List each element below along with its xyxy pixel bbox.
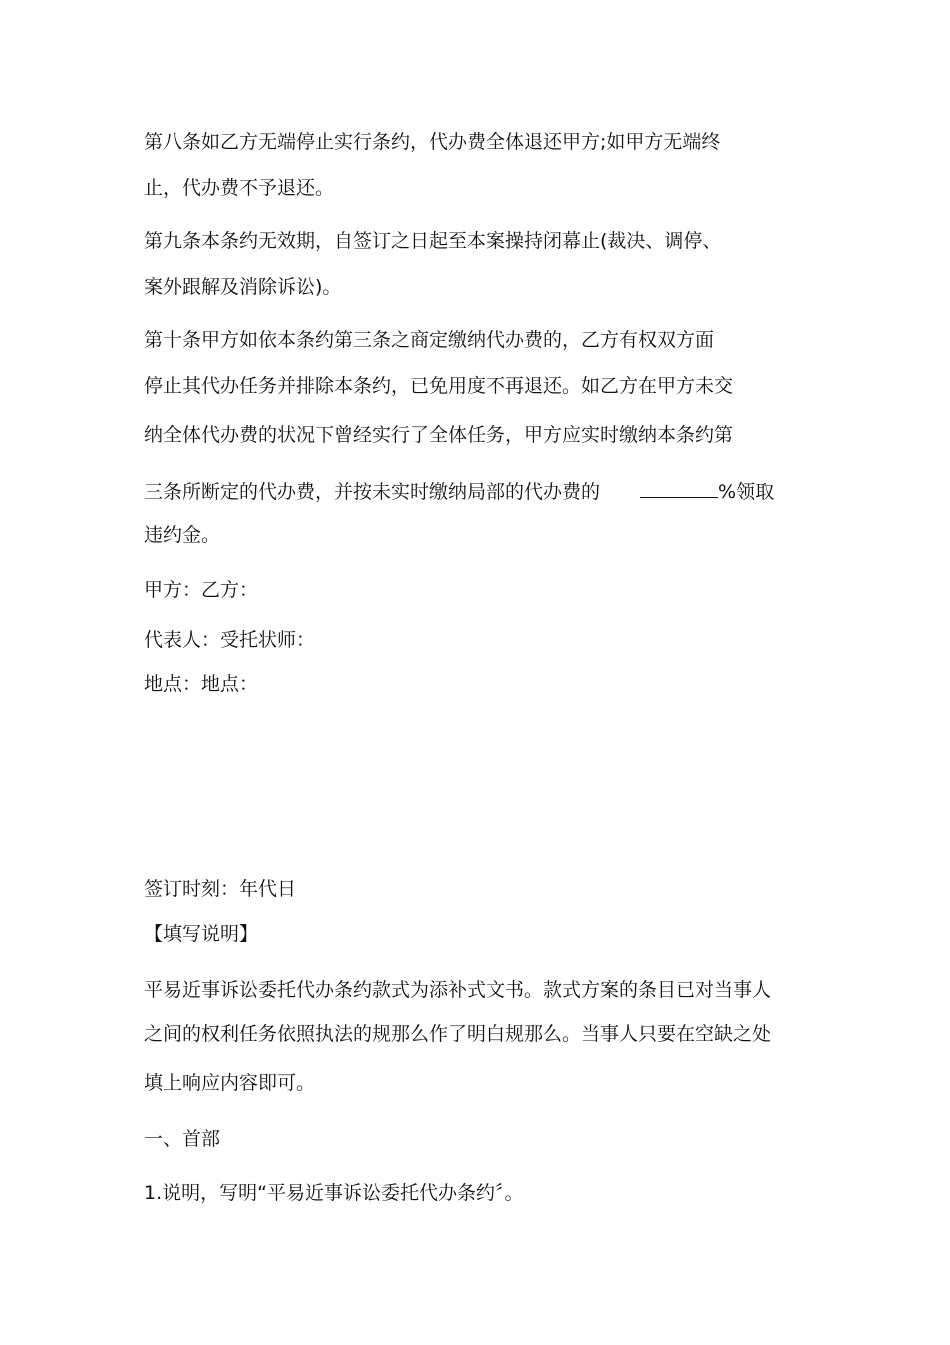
article-8-line-2: 止，代办费不予退还。 [144,177,335,199]
instructions-heading: 【填写说明】 [144,923,259,945]
fill-in-blank [640,479,718,498]
instructions-line-2: 之间的权利任务依照执法的规那么作了明白规那么。当事人只要在空缺之处 [144,1023,772,1045]
signature-locations: 地点：地点： [144,673,259,695]
article-10-line-5: 违约金。 [144,524,221,546]
article-9-line-2: 案外跟解及消除诉讼)。 [144,276,342,298]
instructions-line-3: 填上响应内容即可。 [144,1072,316,1094]
article-10-line-2: 停止其代办任务并排除本条约，已免用度不再退还。如乙方在甲方未交 [144,375,734,397]
article-10-line-4 [144,479,774,504]
item-1: 1.说明，写明“平易近事诉讼委托代办条约〞。 [144,1182,524,1204]
signed-date: 签订时刻：年代日 [144,878,297,900]
article-10-line-3: 纳全体代办费的状况下曾经实行了全体任务，甲方应实时缴纳本条约第 [144,424,734,446]
article-9-line-1: 第九条本条约无效期，自签订之日起至本案操持闭幕止(裁决、调停、 [144,230,722,252]
article-10-line-4-suffix: %领取 [718,481,775,503]
instructions-line-1: 平易近事诉讼委托代办条约款式为添补式文书。款式方案的条目已对当事人 [144,979,772,1001]
section-1-heading: 一、首部 [144,1128,221,1150]
signature-parties: 甲方：乙方： [144,579,259,601]
article-10-line-1: 第十条甲方如依本条约第三条之商定缴纳代办费的，乙方有权双方面 [144,329,715,351]
article-8-line-1: 第八条如乙方无端停止实行条约，代办费全体退还甲方;如甲方无端终 [144,131,721,153]
signature-representatives: 代表人：受托状师： [144,629,316,651]
article-10-line-4-text: 三条所断定的代办费，并按未实时缴纳局部的代办费的 [144,481,601,503]
